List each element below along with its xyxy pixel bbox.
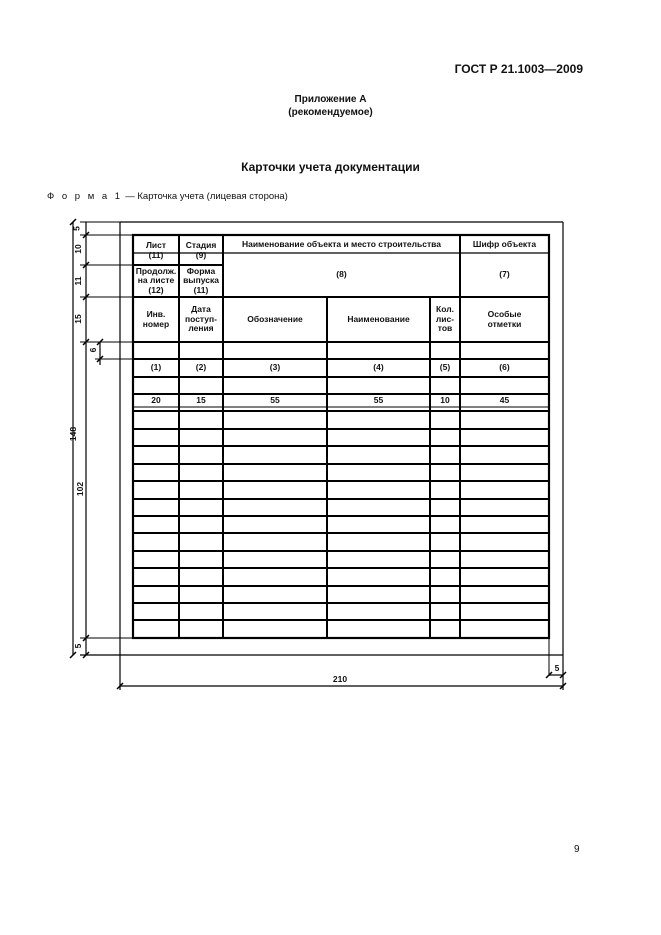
col-width-5: 10 — [440, 395, 450, 406]
object-code-header: Шифр объекта — [472, 238, 537, 249]
col-header-receipt-date: Дата поступ- ления — [184, 304, 217, 334]
dim-total-height: 148 — [68, 426, 78, 442]
form-caption-label: Ф о р м а 1 — [47, 191, 123, 202]
appendix-status: (рекомендуемое) — [288, 107, 373, 118]
object-name-value: (8) — [336, 269, 347, 280]
col-header-inv-number: Инв. номер — [142, 309, 170, 329]
col-index-6: (6) — [499, 362, 510, 373]
col-index-2: (2) — [195, 362, 207, 373]
standard-code: ГОСТ Р 21.1003—2009 — [454, 62, 583, 76]
dim-total-width: 210 — [332, 674, 348, 684]
dim-row1-height: 10 — [73, 244, 83, 254]
col-width-3: 55 — [270, 395, 280, 406]
col-header-notes: Особые отметки — [487, 309, 522, 329]
col-width-2: 15 — [196, 395, 206, 406]
form-caption-text: — Карточка учета (лицевая сторона) — [122, 191, 288, 202]
section-title: Карточки учета документации — [241, 160, 420, 174]
stage-cell: Стадия (9) — [185, 240, 217, 260]
object-code-value: (7) — [499, 269, 510, 280]
col-index-3: (3) — [269, 362, 281, 373]
col-width-1: 20 — [151, 395, 161, 406]
object-name-header: Наименование объекта и место строительства — [241, 238, 442, 249]
dim-header-height: 15 — [73, 314, 83, 324]
appendix-title: Приложение А — [294, 94, 367, 105]
dim-row-height: 6 — [88, 347, 98, 353]
sheet-cell: Лист (11) — [145, 240, 167, 260]
col-index-1: (1) — [150, 362, 162, 373]
page-number: 9 — [574, 844, 580, 855]
release-form-cell: Форма выпуска (11) — [183, 265, 219, 295]
col-header-designation: Обозначение — [247, 313, 303, 324]
dim-body-height: 102 — [75, 481, 85, 497]
col-width-6: 45 — [499, 395, 510, 406]
dim-row2-height: 11 — [73, 276, 83, 286]
col-width-4: 55 — [373, 395, 384, 406]
col-header-name: Наименование — [347, 313, 410, 324]
col-index-5: (5) — [439, 362, 451, 373]
continuation-cell: Продолж. на листе (12) — [135, 265, 177, 295]
dim-top-margin: 5 — [71, 226, 82, 231]
dim-bottom-margin: 5 — [73, 643, 83, 649]
dim-right-margin: 5 — [554, 663, 560, 673]
col-index-4: (4) — [373, 362, 384, 373]
col-header-sheet-count: Кол. лис- тов — [435, 304, 455, 334]
